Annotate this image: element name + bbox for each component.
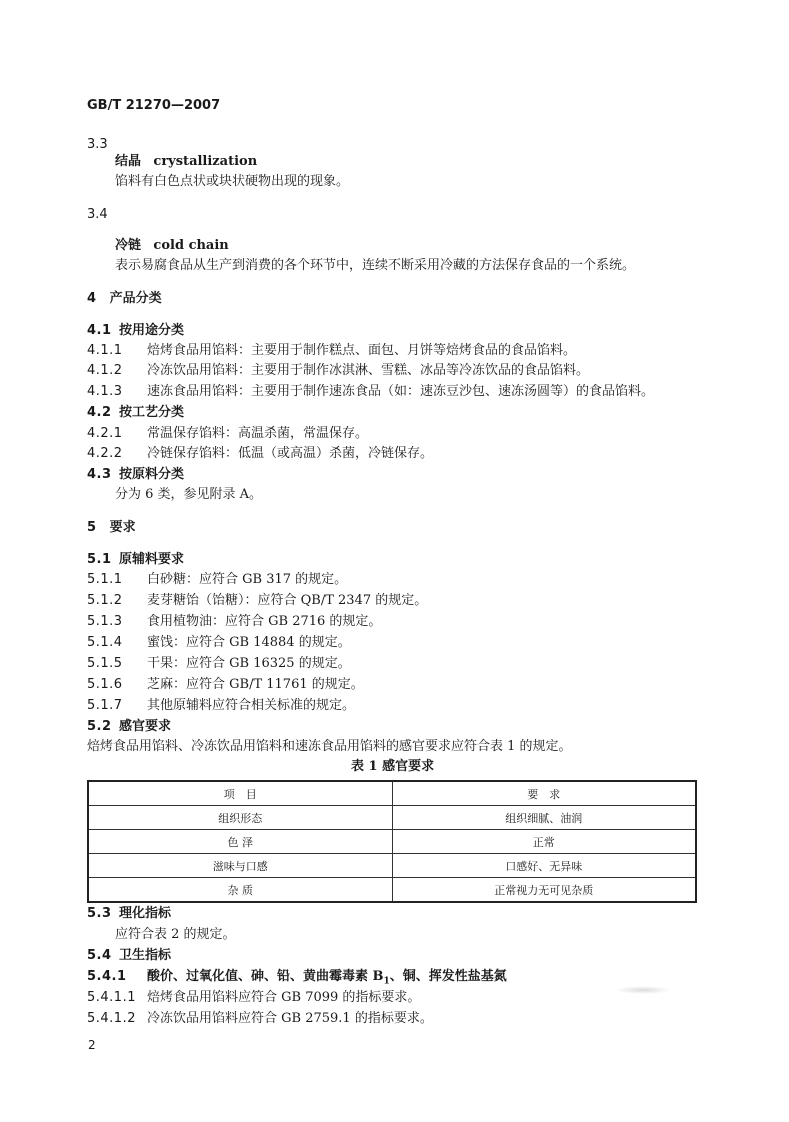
- subsection-title: 感官要求: [119, 719, 172, 734]
- subsection-heading: [87, 905, 171, 923]
- subsection-text: 应符合表 2 的规定。: [115, 927, 236, 942]
- subsection-title: 卫生指标: [119, 948, 172, 963]
- clause-text: 焙烤食品用馅料：主要用于制作糕点、面包、月饼等焙烤食品的食品馅料。: [147, 343, 577, 358]
- clause-text: 干果：应符合 GB 16325 的规定。: [147, 656, 351, 671]
- clause-5-1-3: [87, 613, 381, 631]
- clause-text: 其他原辅料应符合相关标准的规定。: [147, 698, 356, 713]
- subsection-number: 4.2: [87, 405, 112, 420]
- term-definition: 表示易腐食品从生产到消费的各个环节中，连续不断采用冷藏的方法保存食品的一个系统。: [115, 258, 636, 273]
- term-cn: 冷链: [115, 238, 142, 253]
- clause-text: 冷链保存馅料：低温（或高温）杀菌，冷链保存。: [147, 446, 434, 461]
- term-en: cold chain: [153, 238, 229, 253]
- clause-5-4-1-1: [87, 989, 420, 1007]
- scan-smudge: [615, 986, 671, 994]
- section-number: 4: [87, 291, 97, 306]
- subsection-text: 分为 6 类，参见附录 A。: [115, 487, 263, 502]
- table-header-row: [88, 781, 696, 806]
- clause-text: 食用植物油：应符合 GB 2716 的规定。: [147, 614, 382, 629]
- subsection-number: 5.2: [87, 719, 112, 734]
- table-cell: 杂 质: [88, 878, 392, 903]
- table-cell: 正常: [392, 830, 696, 854]
- subsection-number: 5.4: [87, 948, 112, 963]
- table-cell: 组织形态: [88, 806, 392, 830]
- term-en: crystallization: [153, 154, 258, 169]
- clause-text: 冷冻饮品用馅料应符合 GB 2759.1 的指标要求。: [147, 1011, 433, 1026]
- clause-number: 4.1.2: [87, 363, 123, 378]
- clause-number: 5.4.1.2: [87, 1011, 136, 1026]
- term-heading: [115, 237, 229, 255]
- subsection-number: 4.1: [87, 323, 112, 338]
- section-title: 产品分类: [109, 291, 162, 306]
- clause-number: 3.4: [87, 207, 108, 222]
- clause-4-1-2: [87, 362, 589, 380]
- clause-5-1-5: [87, 655, 351, 673]
- page-number: 2: [88, 1038, 96, 1052]
- section-heading: [87, 519, 136, 537]
- subsection-title: 按工艺分类: [119, 405, 185, 420]
- clause-number: 5.1.1: [87, 572, 123, 587]
- subsection-title: 理化指标: [119, 906, 172, 921]
- term-definition: 馅料有白色点状或块状硬物出现的现象。: [115, 174, 350, 189]
- term-cn: 结晶: [115, 154, 142, 169]
- table-cell: 色 泽: [88, 830, 392, 854]
- subsection-number: 4.3: [87, 467, 112, 482]
- subsection-number: 5.1: [87, 552, 112, 567]
- clause-5-1-2: [87, 592, 427, 610]
- clause-5-4-1-2: [87, 1010, 433, 1028]
- term-heading: [115, 153, 257, 171]
- clause-number: 5.1.5: [87, 656, 123, 671]
- clause-number: 4.1.3: [87, 384, 123, 399]
- clause-5-1-6: [87, 676, 364, 694]
- clause-5-1-1: [87, 571, 347, 589]
- clause-number: 5.4.1: [87, 969, 127, 984]
- table-row: [88, 830, 696, 854]
- clause-5-1-4: [87, 634, 351, 652]
- subsection-heading: [87, 322, 184, 340]
- subscript: 1: [383, 976, 390, 987]
- section-title: 要求: [109, 520, 136, 535]
- subsection-title: 原辅料要求: [119, 552, 185, 567]
- table-header-cell: 项 目: [88, 781, 392, 806]
- subsection-heading: [87, 947, 171, 965]
- clause-number: 4.1.1: [87, 343, 123, 358]
- table-caption: 表 1 感官要求: [351, 759, 435, 774]
- clause-number: 3.3: [87, 137, 108, 152]
- table-cell: 正常视力无可见杂质: [392, 878, 696, 903]
- clause-number: 4.2.2: [87, 446, 123, 461]
- clause-4-2-2: [87, 445, 433, 463]
- table-row: [88, 854, 696, 878]
- subsection-heading: [87, 404, 184, 422]
- clause-text: 速冻食品用馅料：主要用于制作速冻食品（如：速冻豆沙包、速冻汤圆等）的食品馅料。: [147, 384, 655, 399]
- table-cell: 滋味与口感: [88, 854, 392, 878]
- clause-number: 5.1.7: [87, 698, 123, 713]
- subsection-number: 5.3: [87, 906, 112, 921]
- clause-title-end: 、铜、挥发性盐基氮: [389, 969, 507, 984]
- subsection-heading: [87, 718, 171, 736]
- subsection-heading: [87, 551, 184, 569]
- clause-text: 冷冻饮品用馅料：主要用于制作冰淇淋、雪糕、冰品等冷冻饮品的食品馅料。: [147, 363, 590, 378]
- clause-number: 5.1.3: [87, 614, 123, 629]
- subsection-title: 按原料分类: [119, 467, 185, 482]
- clause-4-1-3: [87, 383, 654, 401]
- clause-4-1-1: [87, 342, 576, 360]
- clause-5-4-1-heading: [87, 968, 507, 991]
- clause-text: 麦芽糖饴（饴糖）：应符合 QB/T 2347 的规定。: [147, 593, 428, 608]
- subsection-heading: [87, 466, 184, 484]
- clause-text: 芝麻：应符合 GB/T 11761 的规定。: [147, 677, 364, 692]
- standard-code: GB/T 21270—2007: [87, 98, 221, 113]
- clause-number: 5.1.2: [87, 593, 123, 608]
- clause-number: 5.1.4: [87, 635, 123, 650]
- clause-number: 4.2.1: [87, 426, 123, 441]
- clause-text: 焙烤食品用馅料应符合 GB 7099 的指标要求。: [147, 990, 421, 1005]
- clause-text: 蜜饯：应符合 GB 14884 的规定。: [147, 635, 351, 650]
- table-header-cell: 要 求: [392, 781, 696, 806]
- table-cell: 组织细腻、油润: [392, 806, 696, 830]
- sensory-requirements-table: [87, 780, 697, 903]
- table-cell: 口感好、无异味: [392, 854, 696, 878]
- clause-text: 白砂糖：应符合 GB 317 的规定。: [147, 572, 348, 587]
- section-heading: [87, 290, 162, 308]
- table-row: [88, 806, 696, 830]
- clause-5-1-7: [87, 697, 355, 715]
- clause-title: 酸价、过氧化值、砷、铅、黄曲霉毒素 B: [147, 969, 384, 984]
- subsection-text: 焙烤食品用馅料、冷冻饮品用馅料和速冻食品用馅料的感官要求应符合表 1 的规定。: [87, 739, 572, 754]
- section-number: 5: [87, 520, 97, 535]
- clause-text: 常温保存馅料：高温杀菌，常温保存。: [147, 426, 369, 441]
- clause-4-2-1: [87, 425, 368, 443]
- clause-number: 5.1.6: [87, 677, 123, 692]
- clause-number: 5.4.1.1: [87, 990, 136, 1005]
- subsection-title: 按用途分类: [119, 323, 185, 338]
- table-row: [88, 878, 696, 903]
